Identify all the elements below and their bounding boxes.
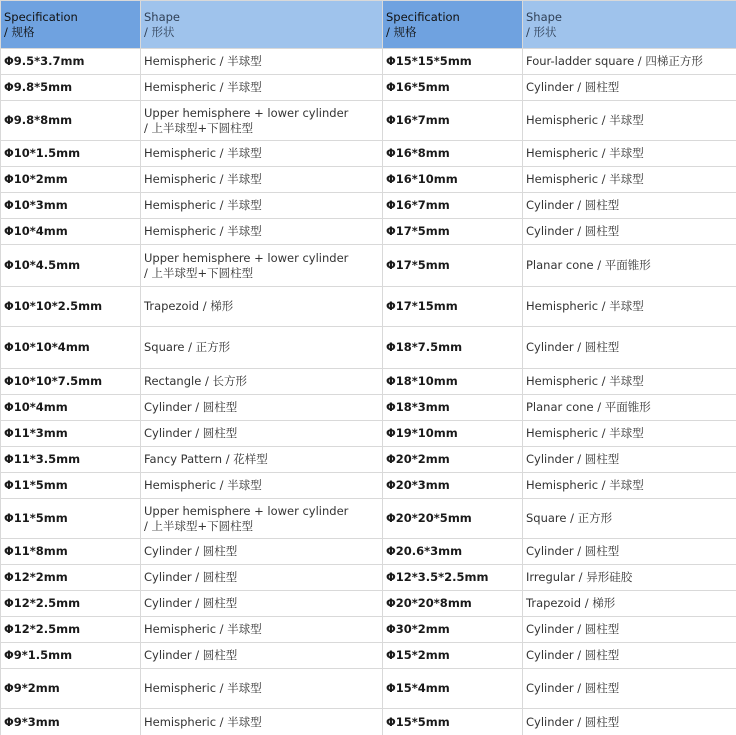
table-row — [1, 565, 736, 591]
shape-text: Planar cone / 平面锥形 — [526, 400, 651, 414]
shape-cell-left — [141, 643, 383, 669]
shape-text: Hemispheric / 半球型 — [526, 113, 644, 127]
spec-cell-right: Φ18*3mm — [383, 395, 523, 421]
shape-cell-right — [523, 193, 736, 219]
shape-cell-left — [141, 141, 383, 167]
table-row — [1, 327, 736, 369]
header-specification-left — [1, 1, 141, 49]
spec-cell-right: Φ30*2mm — [383, 617, 523, 643]
header-spec-cn: / 规格 — [4, 24, 35, 39]
shape-cell-left — [141, 245, 383, 287]
spec-cell-right: Φ18*10mm — [383, 369, 523, 395]
spec-cell-right: Φ15*2mm — [383, 643, 523, 669]
table-header-row — [1, 1, 736, 49]
shape-text: Upper hemisphere + lower cylinder — [144, 250, 349, 265]
shape-text: Cylinder / 圆柱型 — [526, 648, 620, 662]
shape-cell-right — [523, 565, 736, 591]
table-row — [1, 141, 736, 167]
shape-text: Rectangle / 长方形 — [144, 374, 247, 388]
shape-cell-left — [141, 167, 383, 193]
spec-cell-left: Φ10*10*7.5mm — [1, 369, 141, 395]
shape-cell-left — [141, 287, 383, 327]
spec-cell-right: Φ20.6*3mm — [383, 539, 523, 565]
shape-cell-right — [523, 669, 736, 709]
shape-text: Trapezoid / 梯形 — [144, 299, 234, 313]
shape-text: Upper hemisphere + lower cylinder — [144, 503, 349, 518]
table-row — [1, 49, 736, 75]
shape-cell-right — [523, 617, 736, 643]
table-row — [1, 643, 736, 669]
table-row — [1, 499, 736, 539]
header-specification-right — [383, 1, 523, 49]
header-shape-en: Shape — [144, 9, 181, 24]
table-row — [1, 421, 736, 447]
spec-cell-right: Φ16*8mm — [383, 141, 523, 167]
spec-cell-right: Φ19*10mm — [383, 421, 523, 447]
spec-cell-left: Φ10*10*2.5mm — [1, 287, 141, 327]
shape-cell-right — [523, 101, 736, 141]
shape-text: Irregular / 异形硅胶 — [526, 570, 633, 584]
shape-text: / 上半球型+下圆柱型 — [144, 265, 254, 280]
spec-cell-right: Φ15*15*5mm — [383, 49, 523, 75]
shape-cell-left — [141, 219, 383, 245]
shape-cell-left — [141, 327, 383, 369]
spec-cell-left: Φ10*10*4mm — [1, 327, 141, 369]
spec-cell-left: Φ10*3mm — [1, 193, 141, 219]
shape-text: Cylinder / 圆柱型 — [526, 224, 620, 238]
shape-text: Hemispheric / 半球型 — [526, 172, 644, 186]
spec-cell-right: Φ12*3.5*2.5mm — [383, 565, 523, 591]
spec-cell-right: Φ16*5mm — [383, 75, 523, 101]
shape-text: Square / 正方形 — [526, 511, 613, 525]
shape-text: Cylinder / 圆柱型 — [526, 622, 620, 636]
shape-text: Hemispheric / 半球型 — [144, 54, 262, 68]
table-row — [1, 193, 736, 219]
table-row — [1, 591, 736, 617]
header-shape-right — [523, 1, 736, 49]
shape-text: Four-ladder square / 四梯正方形 — [526, 54, 703, 68]
shape-cell-left — [141, 395, 383, 421]
table-row — [1, 473, 736, 499]
shape-text: Square / 正方形 — [144, 340, 231, 354]
shape-text: Hemispheric / 半球型 — [144, 478, 262, 492]
shape-text: Hemispheric / 半球型 — [144, 715, 262, 729]
header-spec-cn: / 规格 — [386, 24, 417, 39]
shape-text: Hemispheric / 半球型 — [526, 478, 644, 492]
shape-text: Hemispheric / 半球型 — [144, 80, 262, 94]
shape-cell-left — [141, 101, 383, 141]
spec-cell-right: Φ20*3mm — [383, 473, 523, 499]
shape-text: Cylinder / 圆柱型 — [144, 400, 238, 414]
spec-cell-right: Φ20*20*5mm — [383, 499, 523, 539]
header-spec-en: Specification — [4, 9, 78, 24]
table-row — [1, 539, 736, 565]
shape-text: Cylinder / 圆柱型 — [526, 681, 620, 695]
table-row — [1, 101, 736, 141]
shape-cell-left — [141, 421, 383, 447]
spec-cell-left: Φ9*2mm — [1, 669, 141, 709]
shape-cell-right — [523, 447, 736, 473]
spec-cell-left: Φ9.8*8mm — [1, 101, 141, 141]
shape-cell-left — [141, 473, 383, 499]
header-shape-left — [141, 1, 383, 49]
shape-cell-left — [141, 49, 383, 75]
shape-cell-left — [141, 75, 383, 101]
spec-cell-right: Φ16*10mm — [383, 167, 523, 193]
shape-text: Hemispheric / 半球型 — [526, 299, 644, 313]
shape-cell-left — [141, 447, 383, 473]
shape-cell-left — [141, 709, 383, 735]
shape-cell-right — [523, 49, 736, 75]
spec-cell-left: Φ10*2mm — [1, 167, 141, 193]
shape-text: / 上半球型+下圆柱型 — [144, 518, 254, 533]
shape-text: / 上半球型+下圆柱型 — [144, 120, 254, 135]
shape-cell-right — [523, 643, 736, 669]
spec-cell-left: Φ10*4mm — [1, 395, 141, 421]
shape-cell-left — [141, 617, 383, 643]
header-spec-en: Specification — [386, 9, 460, 24]
shape-text: Trapezoid / 梯形 — [526, 596, 616, 610]
header-shape-cn: / 形状 — [526, 24, 557, 39]
spec-cell-left: Φ11*3.5mm — [1, 447, 141, 473]
spec-cell-right: Φ17*5mm — [383, 219, 523, 245]
spec-cell-right: Φ18*7.5mm — [383, 327, 523, 369]
shape-text: Cylinder / 圆柱型 — [144, 426, 238, 440]
spec-cell-right: Φ16*7mm — [383, 101, 523, 141]
shape-cell-left — [141, 369, 383, 395]
table-row — [1, 219, 736, 245]
header-shape-cn: / 形状 — [144, 24, 175, 39]
shape-text: Hemispheric / 半球型 — [526, 146, 644, 160]
shape-text: Hemispheric / 半球型 — [526, 374, 644, 388]
shape-text: Cylinder / 圆柱型 — [526, 544, 620, 558]
shape-text: Fancy Pattern / 花样型 — [144, 452, 268, 466]
shape-text: Hemispheric / 半球型 — [144, 198, 262, 212]
shape-cell-right — [523, 141, 736, 167]
table-row — [1, 287, 736, 327]
spec-cell-left: Φ10*4mm — [1, 219, 141, 245]
shape-text: Cylinder / 圆柱型 — [144, 544, 238, 558]
spec-cell-left: Φ9*3mm — [1, 709, 141, 735]
shape-text: Hemispheric / 半球型 — [144, 681, 262, 695]
spec-cell-right: Φ20*20*8mm — [383, 591, 523, 617]
shape-text: Cylinder / 圆柱型 — [144, 596, 238, 610]
shape-cell-right — [523, 539, 736, 565]
spec-cell-right: Φ17*5mm — [383, 245, 523, 287]
shape-cell-right — [523, 421, 736, 447]
shape-cell-right — [523, 167, 736, 193]
spec-cell-left: Φ11*3mm — [1, 421, 141, 447]
shape-cell-right — [523, 219, 736, 245]
spec-cell-left: Φ9.8*5mm — [1, 75, 141, 101]
table-row — [1, 617, 736, 643]
spec-cell-left: Φ10*4.5mm — [1, 245, 141, 287]
shape-cell-left — [141, 669, 383, 709]
header-shape-en: Shape — [526, 9, 563, 24]
table-row — [1, 709, 736, 735]
spec-cell-left: Φ11*5mm — [1, 499, 141, 539]
spec-cell-left: Φ12*2mm — [1, 565, 141, 591]
shape-text: Cylinder / 圆柱型 — [526, 80, 620, 94]
shape-text: Planar cone / 平面锥形 — [526, 258, 651, 272]
shape-cell-right — [523, 369, 736, 395]
table-row — [1, 669, 736, 709]
shape-cell-right — [523, 473, 736, 499]
table-row — [1, 395, 736, 421]
spec-cell-left: Φ11*8mm — [1, 539, 141, 565]
table-row — [1, 369, 736, 395]
shape-cell-left — [141, 591, 383, 617]
shape-cell-left — [141, 539, 383, 565]
spec-cell-right: Φ20*2mm — [383, 447, 523, 473]
shape-text: Hemispheric / 半球型 — [144, 172, 262, 186]
shape-cell-right — [523, 709, 736, 735]
shape-text: Cylinder / 圆柱型 — [144, 648, 238, 662]
spec-cell-right: Φ15*4mm — [383, 669, 523, 709]
table-row — [1, 245, 736, 287]
shape-text: Hemispheric / 半球型 — [526, 426, 644, 440]
shape-cell-left — [141, 565, 383, 591]
shape-text: Cylinder / 圆柱型 — [526, 715, 620, 729]
spec-cell-left: Φ12*2.5mm — [1, 591, 141, 617]
spec-cell-left: Φ10*1.5mm — [1, 141, 141, 167]
shape-text: Cylinder / 圆柱型 — [526, 340, 620, 354]
shape-cell-right — [523, 327, 736, 369]
spec-cell-left: Φ12*2.5mm — [1, 617, 141, 643]
shape-text: Upper hemisphere + lower cylinder — [144, 105, 349, 120]
table-row — [1, 447, 736, 473]
shape-cell-right — [523, 287, 736, 327]
shape-text: Hemispheric / 半球型 — [144, 224, 262, 238]
table-row — [1, 167, 736, 193]
spec-cell-right: Φ17*15mm — [383, 287, 523, 327]
table-row — [1, 75, 736, 101]
shape-text: Hemispheric / 半球型 — [144, 622, 262, 636]
shape-cell-right — [523, 499, 736, 539]
shape-cell-right — [523, 245, 736, 287]
shape-text: Cylinder / 圆柱型 — [144, 570, 238, 584]
spec-cell-left: Φ9.5*3.7mm — [1, 49, 141, 75]
spec-cell-left: Φ11*5mm — [1, 473, 141, 499]
shape-cell-left — [141, 499, 383, 539]
shape-cell-right — [523, 591, 736, 617]
shape-text: Hemispheric / 半球型 — [144, 146, 262, 160]
shape-text: Cylinder / 圆柱型 — [526, 198, 620, 212]
shape-cell-left — [141, 193, 383, 219]
spec-cell-right: Φ15*5mm — [383, 709, 523, 735]
spec-cell-left: Φ9*1.5mm — [1, 643, 141, 669]
spec-cell-right: Φ16*7mm — [383, 193, 523, 219]
shape-text: Cylinder / 圆柱型 — [526, 452, 620, 466]
shape-cell-right — [523, 75, 736, 101]
shape-cell-right — [523, 395, 736, 421]
